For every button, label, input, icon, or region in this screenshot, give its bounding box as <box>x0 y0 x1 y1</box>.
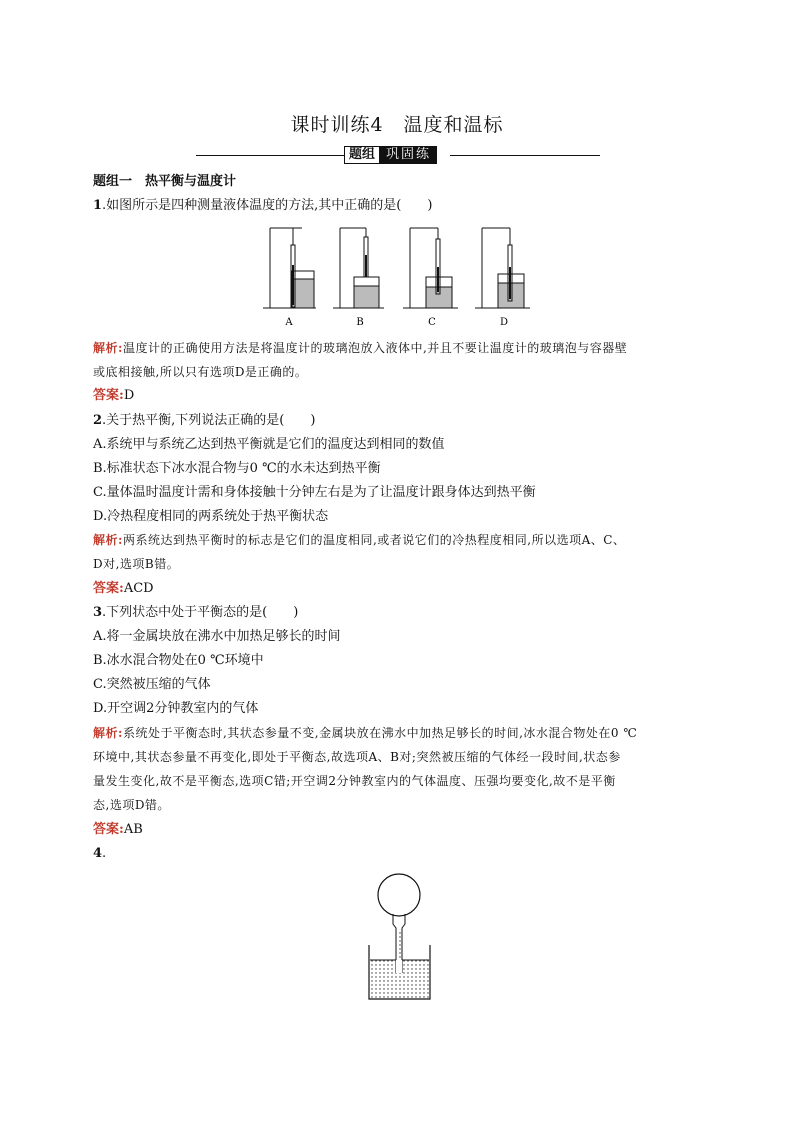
explanation-label: 解析: <box>93 533 123 547</box>
group-heading: 题组一 热平衡与温度计 <box>93 174 237 189</box>
setup-d <box>475 228 530 308</box>
section-rule-left <box>196 155 344 156</box>
setup-c <box>403 228 458 308</box>
question-text: .关于热平衡,下列说法正确的是( ) <box>102 413 316 428</box>
explanation-line: 或底相接触,所以只有选项D是正确的。 <box>93 365 308 379</box>
explanation-line: 态,选项D错。 <box>93 798 170 812</box>
answer-label: 答案: <box>93 581 124 596</box>
answer-label: 答案: <box>93 388 124 403</box>
question-number: 3 <box>93 605 103 620</box>
question-1 <box>93 198 432 214</box>
question-3 <box>93 605 298 621</box>
thermometer-figure <box>260 225 535 330</box>
option-d: D.冷热程度相同的两系统处于热平衡状态 <box>93 509 329 524</box>
answer-2 <box>93 581 154 597</box>
explanation-label: 解析: <box>93 341 123 355</box>
answer-1 <box>93 388 134 404</box>
question-text: .如图所示是四种测量液体温度的方法,其中正确的是( ) <box>102 198 433 213</box>
option-label-a: A <box>285 317 293 328</box>
section-badge-label: 题组 <box>344 146 380 164</box>
explanation-1 <box>93 336 715 384</box>
explanation-line: D对,选项B错。 <box>93 557 180 571</box>
page-title: 课时训练4 温度和温标 <box>290 114 504 136</box>
option-c: C.量体温时温度计需和身体接触十分钟左右是为了让温度计跟身体达到热平衡 <box>93 485 536 500</box>
section-badge-tag: 巩固练 <box>380 146 437 164</box>
explanation-line: 两系统达到热平衡时的标志是它们的温度相同,或者说它们的冷热程度相同,所以选项A、C、 <box>122 533 626 547</box>
question-number: 2 <box>93 413 103 428</box>
question-number: 4 <box>93 846 103 861</box>
option-a: A.系统甲与系统乙达到热平衡就是它们的温度达到相同的数值 <box>93 437 445 452</box>
section-rule-right <box>450 155 600 156</box>
option-label-b: B <box>356 317 364 328</box>
question-4 <box>93 846 106 862</box>
option-c: C.突然被压缩的气体 <box>93 677 211 692</box>
setup-b <box>333 228 384 308</box>
explanation-3 <box>93 721 715 817</box>
answer-3 <box>93 822 143 838</box>
explanation-line: 系统处于平衡态时,其状态参量不变,金属块放在沸水中加热足够长的时间,冰水混合物处在0 ℃ <box>122 726 638 740</box>
setup-a <box>263 228 316 308</box>
explanation-line: 温度计的正确使用方法是将温度计的玻璃泡放入液体中,并且不要让温度计的玻璃泡与容器壁 <box>122 341 628 355</box>
explanation-label: 解析: <box>93 726 123 740</box>
section-badge <box>344 146 437 164</box>
answer-value: D <box>123 388 135 403</box>
section-banner <box>196 146 600 166</box>
glass-bulb <box>378 874 420 916</box>
option-label-d: D <box>499 317 509 328</box>
question-2 <box>93 413 315 429</box>
question-text: . <box>102 846 107 861</box>
option-label-c: C <box>428 317 436 328</box>
explanation-line: 量发生变化,故不是平衡态,选项C错;开空调2分钟教室内的气体温度、压强均要变化,故不是平衡 <box>93 774 616 788</box>
option-a: A.将一金属块放在沸水中加热足够长的时间 <box>93 629 341 644</box>
question-number: 1 <box>93 198 103 213</box>
answer-value: AB <box>123 822 143 837</box>
explanation-line: 环境中,其状态参量不再变化,即处于平衡态,故选项A、B对;突然被压缩的气体经一段时间,状态参 <box>93 750 621 764</box>
option-b: B.冰水混合物处在0 ℃环境中 <box>93 653 264 668</box>
question-text: .下列状态中处于平衡态的是( ) <box>102 605 299 620</box>
answer-label: 答案: <box>93 822 124 837</box>
explanation-2 <box>93 528 715 576</box>
answer-value: ACD <box>123 581 154 596</box>
option-b: B.标准状态下冰水混合物与0 ℃的水未达到热平衡 <box>93 461 381 476</box>
gas-thermometer-figure <box>355 868 445 1003</box>
option-d: D.开空调2分钟教室内的气体 <box>93 701 259 716</box>
